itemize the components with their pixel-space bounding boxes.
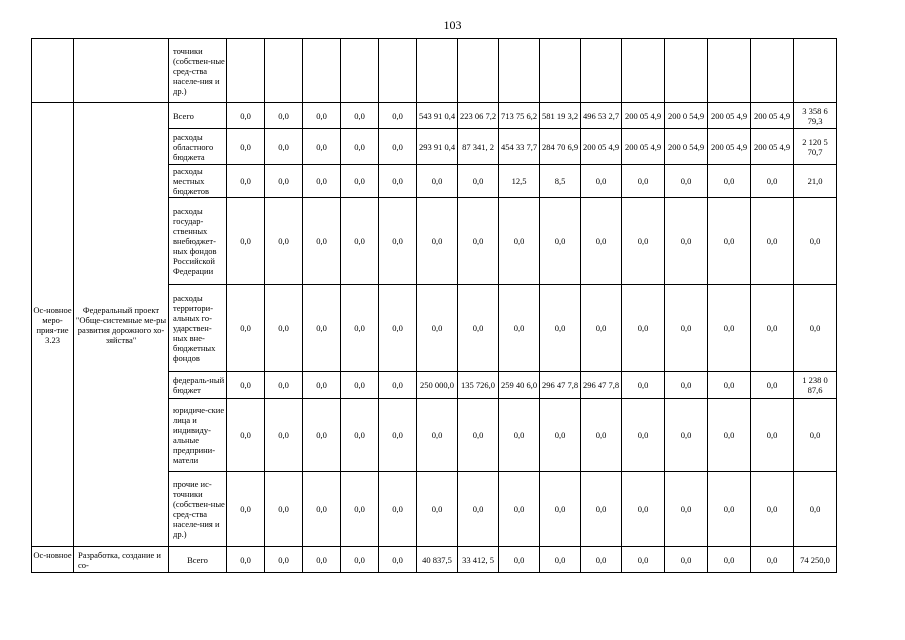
value-cell: 0,0 — [751, 399, 794, 472]
value-cell — [622, 39, 665, 103]
value-cell: 0,0 — [708, 165, 751, 198]
value-cell: 200 05 4,9 — [708, 103, 751, 129]
value-cell: 0,0 — [794, 285, 837, 372]
value-cell: 0,0 — [499, 198, 540, 285]
funding-source-label: расходы государ-ственных внебюджет-ных фондов Российской Федерации — [169, 198, 227, 285]
value-cell: 0,0 — [341, 547, 379, 573]
value-cell — [417, 39, 458, 103]
value-cell: 0,0 — [227, 399, 265, 472]
value-cell: 0,0 — [303, 198, 341, 285]
value-cell: 0,0 — [341, 372, 379, 399]
value-cell: 0,0 — [417, 472, 458, 547]
value-cell: 1 238 0 87,6 — [794, 372, 837, 399]
value-cell: 0,0 — [499, 472, 540, 547]
value-cell: 0,0 — [581, 198, 622, 285]
value-cell: 454 33 7,7 — [499, 129, 540, 165]
value-cell: 581 19 3,2 — [540, 103, 581, 129]
value-cell: 0,0 — [227, 129, 265, 165]
value-cell: 0,0 — [751, 198, 794, 285]
value-cell: 0,0 — [417, 285, 458, 372]
value-cell: 0,0 — [499, 285, 540, 372]
value-cell: 0,0 — [540, 472, 581, 547]
value-cell: 0,0 — [622, 285, 665, 372]
value-cell: 0,0 — [379, 285, 417, 372]
value-cell: 296 47 7,8 — [581, 372, 622, 399]
value-cell: 200 05 4,9 — [622, 103, 665, 129]
value-cell: 200 0 54,9 — [665, 103, 708, 129]
measure-name: Ос-новное меро-прия-тие 3.23 — [32, 103, 74, 547]
value-cell: 0,0 — [708, 547, 751, 573]
value-cell: 0,0 — [622, 547, 665, 573]
value-cell: 0,0 — [227, 472, 265, 547]
value-cell: 0,0 — [581, 399, 622, 472]
value-cell: 33 412, 5 — [458, 547, 499, 573]
value-cell: 0,0 — [458, 399, 499, 472]
value-cell: 0,0 — [665, 165, 708, 198]
value-cell: 496 53 2,7 — [581, 103, 622, 129]
value-cell — [665, 39, 708, 103]
value-cell: 0,0 — [341, 285, 379, 372]
value-cell: 0,0 — [265, 547, 303, 573]
value-cell: 2 120 5 70,7 — [794, 129, 837, 165]
table-row — [32, 547, 837, 573]
value-cell: 0,0 — [303, 103, 341, 129]
value-cell: 0,0 — [458, 165, 499, 198]
value-cell: 0,0 — [665, 547, 708, 573]
value-cell: 0,0 — [227, 165, 265, 198]
value-cell — [794, 39, 837, 103]
value-cell: 223 06 7,2 — [458, 103, 499, 129]
value-cell: 0,0 — [341, 399, 379, 472]
value-cell: 0,0 — [708, 285, 751, 372]
value-cell: 3 358 6 79,3 — [794, 103, 837, 129]
value-cell: 0,0 — [379, 198, 417, 285]
value-cell: 0,0 — [265, 372, 303, 399]
value-cell: 0,0 — [303, 472, 341, 547]
value-cell — [227, 39, 265, 103]
value-cell: 21,0 — [794, 165, 837, 198]
value-cell — [458, 39, 499, 103]
value-cell: 200 0 54,9 — [665, 129, 708, 165]
value-cell: 0,0 — [581, 285, 622, 372]
measure-name: Ос-новное — [32, 547, 74, 573]
value-cell — [265, 39, 303, 103]
funding-source-label: расходы территори-альных го-ударствен-ных вне-бюджетных фондов — [169, 285, 227, 372]
funding-source-label: Всего — [169, 547, 227, 573]
value-cell: 8,5 — [540, 165, 581, 198]
value-cell: 0,0 — [341, 129, 379, 165]
value-cell: 0,0 — [622, 198, 665, 285]
project-name: Разработка, создание и со- — [74, 547, 169, 573]
value-cell: 200 05 4,9 — [708, 129, 751, 165]
funding-source-label: Всего — [169, 103, 227, 129]
value-cell: 0,0 — [341, 165, 379, 198]
value-cell: 0,0 — [227, 285, 265, 372]
value-cell: 0,0 — [665, 472, 708, 547]
value-cell: 0,0 — [303, 372, 341, 399]
value-cell: 135 726,0 — [458, 372, 499, 399]
value-cell — [581, 39, 622, 103]
value-cell: 0,0 — [794, 472, 837, 547]
value-cell: 0,0 — [458, 198, 499, 285]
value-cell: 0,0 — [581, 165, 622, 198]
value-cell: 0,0 — [227, 547, 265, 573]
value-cell — [303, 39, 341, 103]
value-cell: 0,0 — [751, 165, 794, 198]
value-cell: 0,0 — [751, 547, 794, 573]
value-cell: 0,0 — [622, 165, 665, 198]
value-cell: 0,0 — [708, 472, 751, 547]
value-cell: 0,0 — [379, 472, 417, 547]
value-cell: 713 75 6,2 — [499, 103, 540, 129]
page-number: 103 — [443, 18, 462, 32]
value-cell: 0,0 — [265, 399, 303, 472]
value-cell: 0,0 — [227, 372, 265, 399]
value-cell: 74 250,0 — [794, 547, 837, 573]
funding-source-label: юридиче-ские лица и индивиду-альные предприни-матели — [169, 399, 227, 472]
value-cell: 0,0 — [303, 547, 341, 573]
value-cell: 200 05 4,9 — [751, 103, 794, 129]
value-cell: 0,0 — [708, 372, 751, 399]
value-cell: 0,0 — [379, 103, 417, 129]
value-cell: 0,0 — [303, 129, 341, 165]
value-cell: 0,0 — [265, 285, 303, 372]
value-cell: 0,0 — [417, 165, 458, 198]
value-cell: 0,0 — [708, 399, 751, 472]
table-row — [32, 103, 837, 129]
value-cell: 0,0 — [303, 399, 341, 472]
value-cell: 0,0 — [458, 472, 499, 547]
value-cell: 0,0 — [751, 285, 794, 372]
value-cell: 0,0 — [622, 399, 665, 472]
value-cell: 87 341, 2 — [458, 129, 499, 165]
value-cell: 12,5 — [499, 165, 540, 198]
funding-source-label: расходы местных бюджетов — [169, 165, 227, 198]
value-cell: 0,0 — [265, 103, 303, 129]
value-cell: 0,0 — [379, 547, 417, 573]
value-cell: 284 70 6,9 — [540, 129, 581, 165]
project-name: Федеральный проект "Обще-системные ме-ры развития дорожного хо-зяйства" — [74, 103, 169, 547]
value-cell — [499, 39, 540, 103]
value-cell: 543 91 0,4 — [417, 103, 458, 129]
value-cell: 0,0 — [708, 198, 751, 285]
value-cell: 0,0 — [227, 103, 265, 129]
value-cell: 0,0 — [417, 198, 458, 285]
value-cell: 296 47 7,8 — [540, 372, 581, 399]
value-cell: 0,0 — [665, 285, 708, 372]
value-cell: 0,0 — [265, 165, 303, 198]
value-cell: 0,0 — [341, 103, 379, 129]
value-cell: 293 91 0,4 — [417, 129, 458, 165]
value-cell: 0,0 — [540, 198, 581, 285]
value-cell: 0,0 — [499, 399, 540, 472]
value-cell: 0,0 — [417, 399, 458, 472]
value-cell: 250 000,0 — [417, 372, 458, 399]
value-cell: 0,0 — [265, 198, 303, 285]
value-cell: 0,0 — [665, 399, 708, 472]
budget-table — [31, 38, 837, 573]
value-cell: 0,0 — [379, 399, 417, 472]
value-cell: 0,0 — [665, 372, 708, 399]
value-cell — [341, 39, 379, 103]
empty-cell — [74, 39, 169, 103]
funding-source-label: точники (собствен-ные сред-ства населе-ния и др.) — [169, 39, 227, 103]
value-cell: 0,0 — [458, 285, 499, 372]
value-cell: 0,0 — [751, 472, 794, 547]
value-cell: 0,0 — [303, 285, 341, 372]
empty-cell — [32, 39, 74, 103]
value-cell — [540, 39, 581, 103]
value-cell: 0,0 — [581, 472, 622, 547]
funding-source-label: расходы областного бюджета — [169, 129, 227, 165]
value-cell: 0,0 — [622, 472, 665, 547]
value-cell: 0,0 — [751, 372, 794, 399]
value-cell: 200 05 4,9 — [751, 129, 794, 165]
value-cell: 200 05 4,9 — [581, 129, 622, 165]
value-cell — [379, 39, 417, 103]
value-cell: 0,0 — [665, 198, 708, 285]
value-cell: 0,0 — [341, 198, 379, 285]
value-cell: 0,0 — [622, 372, 665, 399]
funding-source-label: прочие ис-точники (собствен-ные сред-ства населе-ния и др.) — [169, 472, 227, 547]
value-cell: 200 05 4,9 — [622, 129, 665, 165]
funding-source-label: федераль-ный бюджет — [169, 372, 227, 399]
value-cell: 0,0 — [341, 472, 379, 547]
value-cell — [751, 39, 794, 103]
value-cell: 0,0 — [379, 129, 417, 165]
table-row — [32, 39, 837, 103]
value-cell: 0,0 — [581, 547, 622, 573]
value-cell: 259 40 6,0 — [499, 372, 540, 399]
value-cell: 0,0 — [499, 547, 540, 573]
value-cell: 0,0 — [540, 285, 581, 372]
value-cell: 0,0 — [379, 372, 417, 399]
value-cell: 0,0 — [540, 399, 581, 472]
value-cell: 0,0 — [379, 165, 417, 198]
value-cell: 40 837,5 — [417, 547, 458, 573]
value-cell: 0,0 — [265, 472, 303, 547]
value-cell: 0,0 — [303, 165, 341, 198]
value-cell: 0,0 — [794, 198, 837, 285]
value-cell: 0,0 — [794, 399, 837, 472]
value-cell — [708, 39, 751, 103]
value-cell: 0,0 — [265, 129, 303, 165]
value-cell: 0,0 — [540, 547, 581, 573]
value-cell: 0,0 — [227, 198, 265, 285]
